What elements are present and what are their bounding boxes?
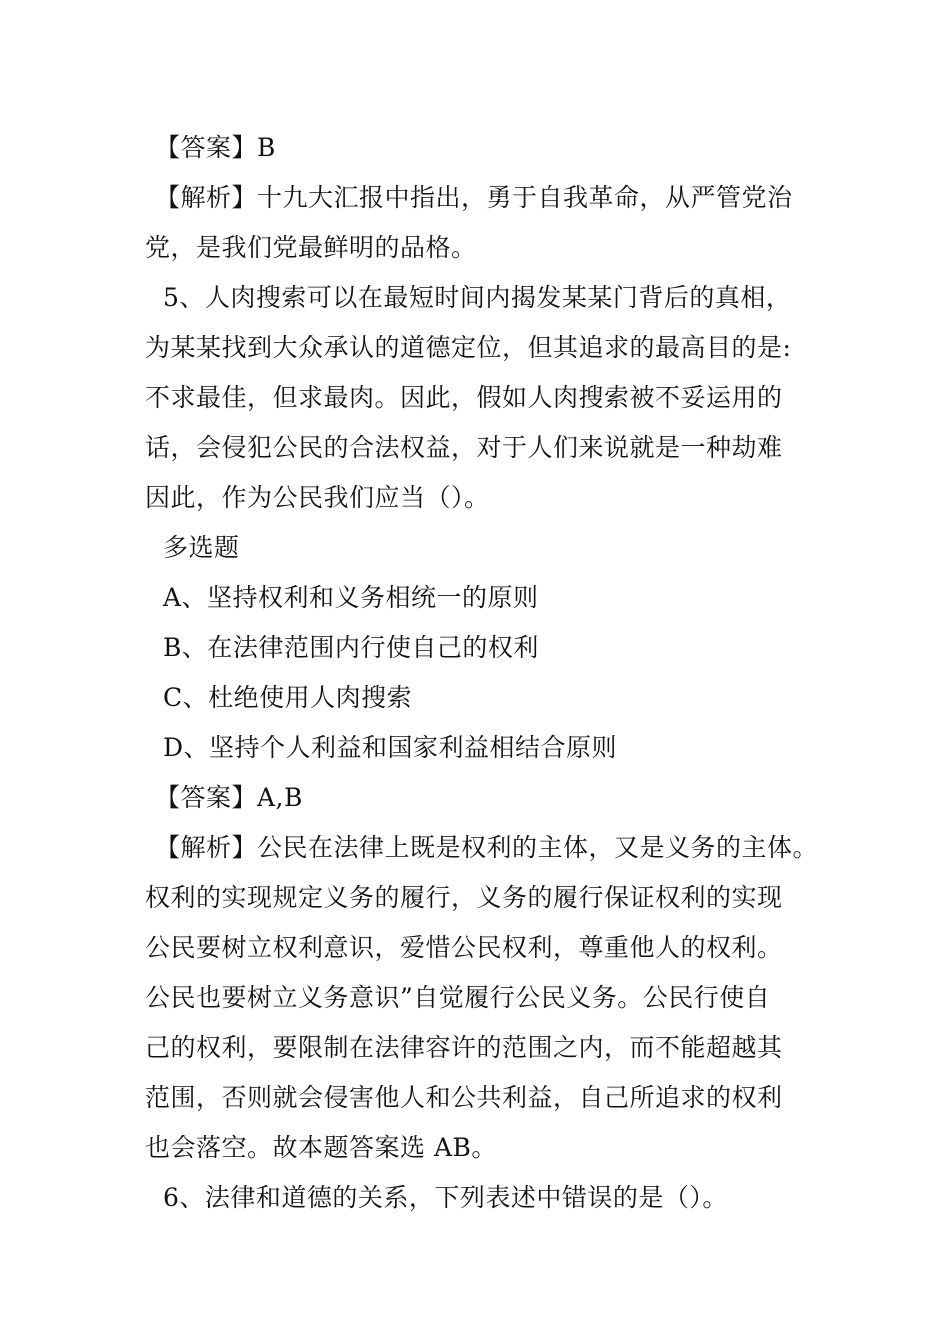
q6-question: 6、法律和道德的关系，下列表述中错误的是（）。	[163, 1183, 728, 1212]
q5-analysis-line-4: 公民也要树立义务意识”自觉履行公民义务。公民行使自	[145, 983, 771, 1012]
q5-question-line-4: 话，会侵犯公民的合法权益，对于人们来说就是一种劫难	[145, 433, 783, 462]
q5-analysis-line-1: 【解析】公民在法律上既是权利的主体，又是义务的主体。	[155, 833, 819, 862]
q4-analysis-line-2: 党，是我们党最鲜明的品格。	[145, 233, 477, 262]
q5-option-a: A、坚持权利和义务相统一的原则	[163, 583, 539, 612]
q5-option-b: B、在法律范围内行使自己的权利	[163, 633, 539, 662]
q4-analysis-line-1: 【解析】十九大汇报中指出，勇于自我革命，从严管党治	[155, 183, 793, 212]
q5-question-line-1: 5、人肉搜索可以在最短时间内揭发某某门背后的真相，	[163, 283, 792, 312]
q5-analysis-line-2: 权利的实现规定义务的履行，义务的履行保证权利的实现	[145, 883, 783, 912]
q5-option-c: C、杜绝使用人肉搜索	[163, 683, 413, 712]
q5-option-d: D、坚持个人利益和国家利益相结合原则	[163, 733, 618, 762]
q5-question-line-5: 因此，作为公民我们应当（）。	[145, 483, 490, 512]
q4-answer: 【答案】B	[155, 133, 276, 162]
q5-question-line-2: 为某某找到大众承认的道德定位，但其追求的最高目的是:	[145, 333, 792, 362]
q5-analysis-line-5: 己的权利，要限制在法律容许的范围之内，而不能超越其	[145, 1033, 783, 1062]
q5-analysis-line-6: 范围，否则就会侵害他人和公共利益，自己所追求的权利	[145, 1083, 783, 1112]
q5-analysis-line-3: 公民要树立权利意识，爱惜公民权利，尊重他人的权利。	[145, 933, 783, 962]
q5-analysis-line-7: 也会落空。故本题答案选 AB。	[145, 1133, 497, 1162]
q5-answer: 【答案】A,B	[155, 783, 303, 812]
q5-question-type: 多选题	[163, 533, 240, 562]
q5-question-line-3: 不求最佳，但求最肉。因此，假如人肉搜索被不妥运用的	[145, 383, 783, 412]
